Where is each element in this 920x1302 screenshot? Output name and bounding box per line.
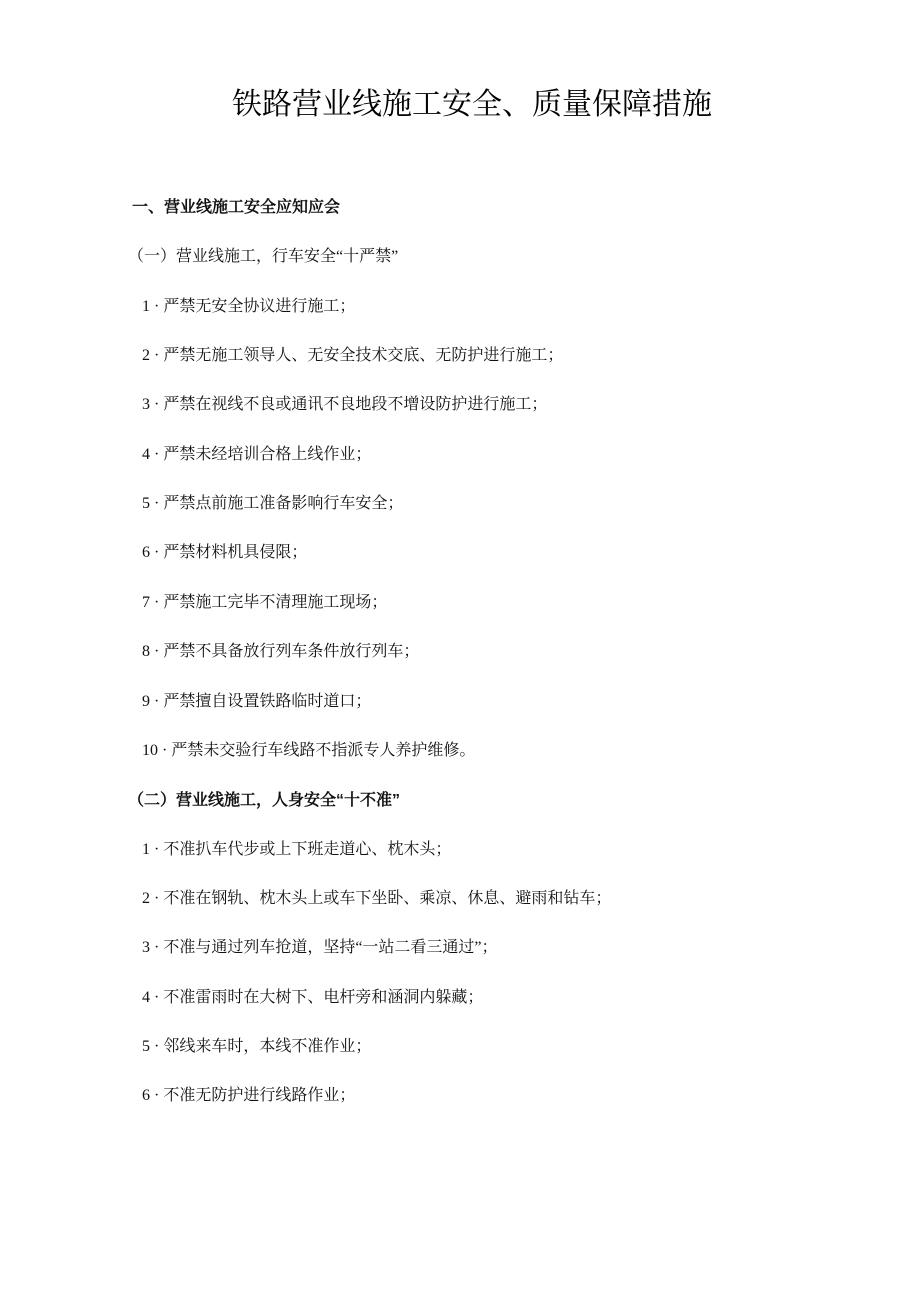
list-item: 5 · 邻线来车时，本线不准作业； [142,1038,372,1055]
list-item: 2 · 严禁无施工领导人、无安全技术交底、无防护进行施工； [142,347,564,364]
list-item: 10 · 严禁未交验行车线路不指派专人养护维修。 [142,742,476,759]
list-item: 5 · 严禁点前施工准备影响行车安全； [142,495,404,512]
subsection-heading: （二）营业线施工，人身安全“十不准” [128,792,401,809]
list-item: 1 · 不准扒车代步或上下班走道心、枕木头； [142,841,452,858]
list-item: 6 · 不准无防护进行线路作业； [142,1087,356,1104]
list-item: 8 · 严禁不具备放行列车条件放行列车； [142,643,420,660]
list-item: 6 · 严禁材料机具侵限； [142,544,308,561]
document-title: 铁路营业线施工安全、质量保障措施 [232,88,712,121]
subsection-heading: （一）营业线施工，行车安全“十严禁” [128,248,399,265]
section-heading: 一、营业线施工安全应知应会 [132,199,341,216]
list-item: 7 · 严禁施工完毕不清理施工现场； [142,594,388,611]
list-item: 3 · 严禁在视线不良或通讯不良地段不增设防护进行施工； [142,396,548,413]
list-item: 4 · 不准雷雨时在大树下、电杆旁和涵洞内躲藏； [142,989,484,1006]
list-item: 4 · 严禁未经培训合格上线作业； [142,446,372,463]
list-item: 1 · 严禁无安全协议进行施工； [142,298,356,315]
list-item: 2 · 不准在钢轨、枕木头上或车下坐卧、乘凉、休息、避雨和钻车； [142,890,612,907]
list-item: 9 · 严禁擅自设置铁路临时道口； [142,693,372,710]
list-item: 3 · 不准与通过列车抢道，坚持“一站二看三通过”； [142,939,498,956]
